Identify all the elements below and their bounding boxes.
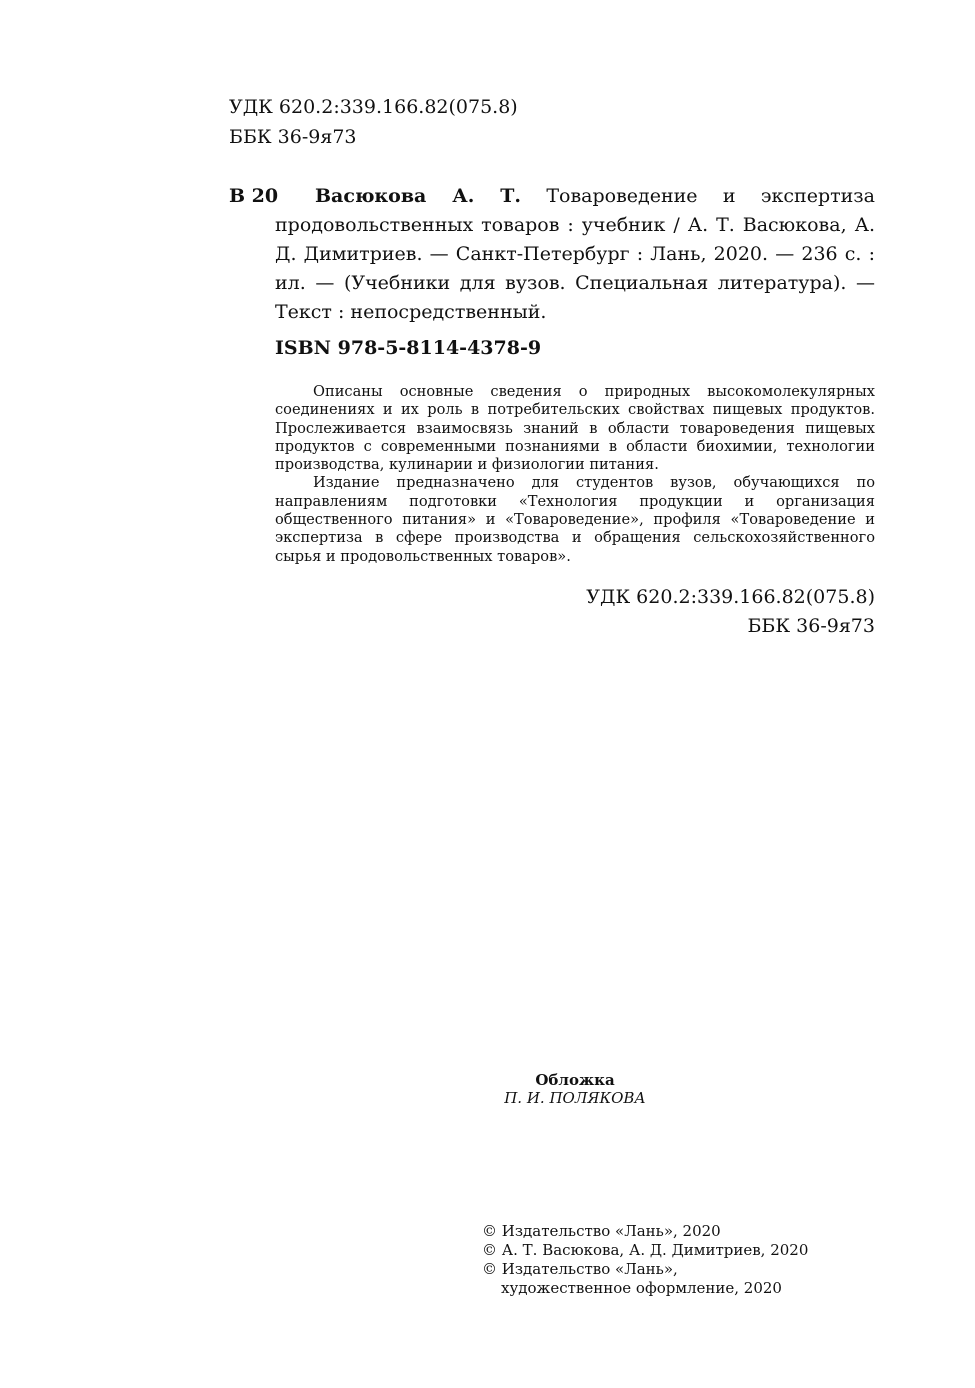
bbk-code: ББК 36-9я73 xyxy=(229,126,357,148)
author-mark: В 20 xyxy=(229,185,279,207)
udk-code: УДК 620.2:339.166.82(075.8) xyxy=(229,96,518,118)
annotation-paragraph: Описаны основные сведения о природных высокомолекулярных соединениях и их роль в потребительских свойствах пищевых продуктов. Прослеживается взаимосвязь знаний в области товароведения пищевых продуктов с современными познаниями в области биохимии, технологии производства, кулинарии и физиологии питания. xyxy=(275,383,875,474)
author-name: Васюкова А. Т. xyxy=(315,185,522,207)
copyright-line: © Издательство «Лань», xyxy=(482,1260,678,1278)
copyright-line: © А. Т. Васюкова, А. Д. Димитриев, 2020 xyxy=(482,1241,809,1259)
udk-code: УДК 620.2:339.166.82(075.8) xyxy=(586,586,875,608)
cover-label: Обложка xyxy=(535,1071,615,1089)
bibliographic-description xyxy=(275,182,875,327)
annotation xyxy=(275,383,875,566)
classification-block-top xyxy=(229,92,518,152)
copyright-line: художественное оформление, 2020 xyxy=(501,1279,782,1297)
annotation-paragraph: Издание предназначено для студентов вузов, обучающихся по направлениям подготовки «Технология продукции и организация общественного питания» и «Товароведение», профиля «Товароведение и экспертиза в сфере производства и обращения сельскохозяйственного сырья и продовольственных товаров». xyxy=(275,474,875,565)
classification-block-bottom xyxy=(586,583,875,641)
copyright-block xyxy=(482,1222,808,1298)
cover-credit xyxy=(470,1071,680,1107)
isbn: ISBN 978-5-8114-4378-9 xyxy=(275,337,542,359)
copyright-line: © Издательство «Лань», 2020 xyxy=(482,1222,721,1240)
cover-designer: П. И. ПОЛЯКОВА xyxy=(504,1089,646,1107)
bbk-code: ББК 36-9я73 xyxy=(747,615,875,637)
description-text: Товароведение и экспертиза продовольственных товаров : учебник / А. Т. Васюкова, А. Д. Димитриев. — Санкт-Петербург : Лань, 2020. — 236 с. : ил. — (Учебники для вузов. Специальная литература). — Текст : непосредственный. xyxy=(275,185,875,323)
